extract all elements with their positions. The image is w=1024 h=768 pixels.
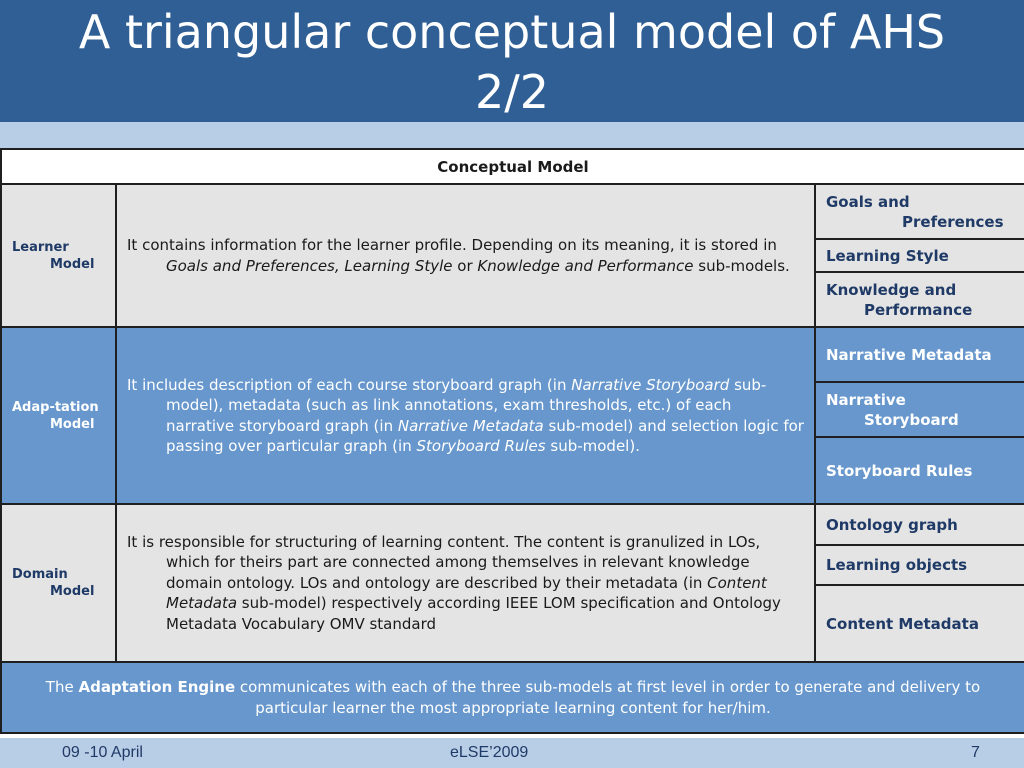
submodel-knowledge-performance xyxy=(815,272,1024,327)
desc-italic: Knowledge and Performance xyxy=(477,256,694,275)
submodel-line1: Ontology graph xyxy=(826,515,958,534)
domain-model-label xyxy=(1,504,116,662)
submodel-narrative-metadata xyxy=(815,327,1024,382)
title-underband xyxy=(0,122,1024,148)
title-line-2: 2/2 xyxy=(474,65,550,119)
submodel-storyboard-rules xyxy=(815,437,1024,504)
footer-event: eLSE’2009 xyxy=(450,744,529,761)
submodel-line1: Narrative Metadata xyxy=(826,345,992,364)
submodel-line2: Storyboard xyxy=(864,410,959,429)
footer-date: 09 -10 April xyxy=(62,744,143,761)
submodel-line1: Storyboard Rules xyxy=(826,461,973,480)
submodel-line1: Learning Style xyxy=(826,246,949,265)
submodel-line1: Knowledge and xyxy=(826,280,957,299)
domain-model-description xyxy=(116,504,815,662)
desc-text: It is responsible for structuring of learning content. The content is granulized in LOs, which for theirs part are connected among themselves in relevant knowledge domain ontology. LOs and ontology are described by their metadata (in xyxy=(127,532,761,592)
engine-prefix: The xyxy=(45,677,79,696)
desc-text: or xyxy=(452,256,478,275)
submodel-ontology-graph xyxy=(815,504,1024,545)
domain-model-line1: Domain xyxy=(12,567,68,582)
desc-text: It includes description of each course storyboard graph (in xyxy=(127,375,572,394)
footer-page-number: 7 xyxy=(971,744,980,761)
desc-italic: Narrative Storyboard xyxy=(571,375,730,394)
desc-text: sub-model), metadata (such as link annotations, exam thresholds, etc.) of each narrative storyboard graph (in xyxy=(166,375,767,435)
desc-text: sub-model) respectively according IEEE LOM specification and Ontology Metadata Vocabulary OMV standard xyxy=(166,594,781,633)
submodel-line2: Preferences xyxy=(902,212,1004,231)
desc-text: sub-models. xyxy=(693,256,790,275)
engine-suffix: communicates with each of the three sub-models at first level in order to generate and delivery to particular learner the most appropriate learning content for her/him. xyxy=(235,677,981,717)
adaptation-model-line1: Adap-tation xyxy=(12,399,99,415)
learner-model-line2: Model xyxy=(50,256,95,272)
desc-italic: Storyboard Rules xyxy=(416,437,546,455)
adaptation-model-line2: Model xyxy=(50,416,95,432)
table-header: Conceptual Model xyxy=(1,149,1024,184)
desc-text: sub-model). xyxy=(545,437,640,455)
title-line-1: A triangular conceptual model of AHS xyxy=(78,5,946,59)
desc-italic: Content Metadata xyxy=(166,573,767,613)
slide-title xyxy=(0,0,1024,122)
desc-italic: Goals and Preferences, Learning Style xyxy=(166,256,453,275)
submodel-line1: Content Metadata xyxy=(826,614,979,633)
domain-model-line2: Model xyxy=(50,584,95,599)
learner-model-description xyxy=(116,184,815,327)
adaptation-model-description xyxy=(116,327,815,504)
engine-bold: Adaptation Engine xyxy=(78,677,236,696)
conceptual-model-table xyxy=(0,148,1024,734)
desc-text: sub-model) and selection logic for passing over particular graph (in xyxy=(166,416,804,455)
submodel-line2: Performance xyxy=(864,300,973,319)
submodel-content-metadata xyxy=(815,585,1024,662)
submodel-learning-style xyxy=(815,239,1024,272)
desc-italic: Narrative Metadata xyxy=(397,416,544,435)
slide-footer xyxy=(0,738,1024,768)
submodel-line1: Learning objects xyxy=(826,556,968,574)
adaptation-model-label xyxy=(1,327,116,504)
submodel-learning-objects xyxy=(815,545,1024,585)
adaptation-engine-note xyxy=(1,662,1024,733)
submodel-goals-preferences xyxy=(815,184,1024,239)
submodel-line1: Goals and xyxy=(826,192,910,211)
learner-model-line1: Learner xyxy=(12,239,69,255)
learner-model-label xyxy=(1,184,116,327)
submodel-line1: Narrative xyxy=(826,390,906,409)
submodel-narrative-storyboard xyxy=(815,382,1024,437)
desc-text: It contains information for the learner profile. Depending on its meaning, it is stored in xyxy=(127,236,777,254)
